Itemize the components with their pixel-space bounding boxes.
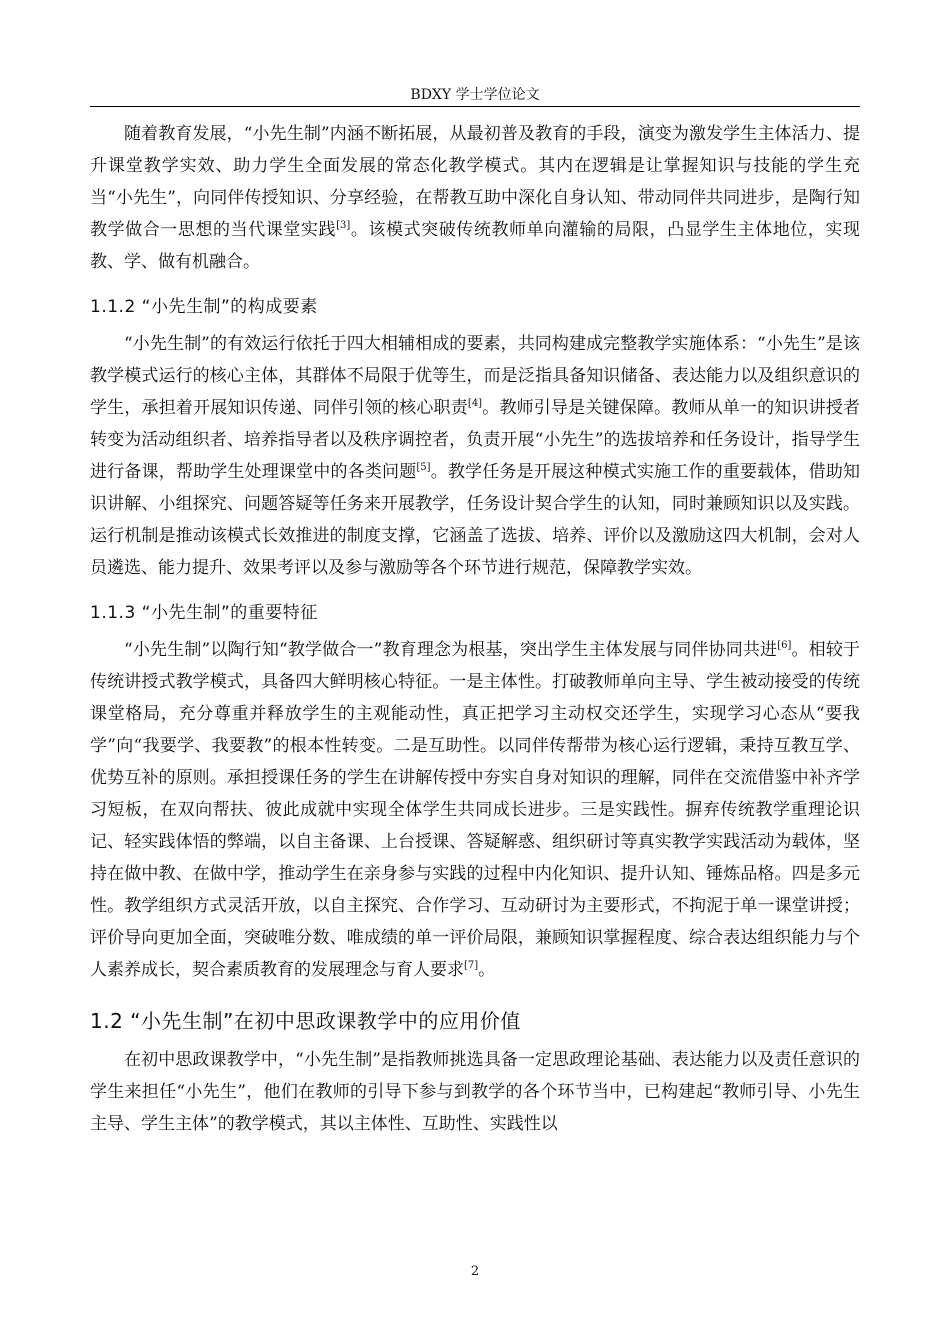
paragraph-text: 。该模式突破传统教师单向灌输的局限，凸显学生主体地位，实现教、学、做有机融合。 (90, 220, 861, 272)
paragraph-text: “小先生制”的有效运行依托于四大相辅相成的要素，共同构建成完整教学实施体系：“小先生”是该教学模式运行的核心主体，其群体不局限于优等生，而是泛指具备知识储备、表达能力以及组织意识的学生，承担着开展知识传递、同伴引领的核心职责 (90, 334, 860, 418)
paragraph-text: 随着教育发展，“小先生制”内涵不断拓展，从最初普及教育的手段，演变为激发学生主体活力、提升课堂教学实效、助力学生全面发展的常态化教学模式。其内在逻辑是让掌握知识与技能的学生充当“小先生”，向同伴传授知识、分享经验，在帮教互助中深化自身认知、带动同伴共同进步，是陶行知教学做合一思想的当代课堂实践 (90, 124, 860, 240)
section-heading-1-1-2: 1.1.2 “小先生制”的构成要素 (90, 297, 318, 317)
paragraph-text: 。相较于传统讲授式教学模式，具备四大鲜明核心特征。一是主体性。打破教师单向主导、学生被动接受的传统课堂格局，充分尊重并释放学生的主观能动性，真正把学习主动权交还学生，实现学习心态从“要我学”向“我要学、我要教”的根本性转变。二是互助性。以同伴传帮带为核心运行逻辑，秉持互教互学、优势互补的原则。承担授课任务的学生在讲解传授中夯实自身对知识的理解，同伴在交流借鉴中补齐学习短板，在双向帮扶、彼此成就中实现全体学生共同成长进步。三是实践性。摒弃传统教学重理论识记、轻实践体悟的弊端，以自主备课、上台授课、答疑解惑、组织研讨等真实教学实践活动为载体，坚持在做中教、在做中学，推动学生在亲身参与实践的过程中内化知识、提升认知、锤炼品格。四是多元性。教学组织方式灵活开放，以自主探究、合作学习、互动研讨为主要形式，不拘泥于单一课堂讲授；评价导向更加全面，突破唯分数、唯成绩的单一评价局限，兼顾知识掌握程度、综合表达组织能力与个人素养成长，契合素质教育的发展理念与育人要求 (90, 640, 861, 980)
section-heading-1-2: 1.2 “小先生制”在初中思政课教学中的应用价值 (90, 1009, 521, 1033)
paragraph (90, 1044, 860, 1140)
paragraph-text: 。 (478, 960, 496, 980)
paragraph (90, 328, 860, 584)
section-heading-1-1-3: 1.1.3 “小先生制”的重要特征 (90, 603, 318, 623)
page-body (90, 118, 860, 1140)
running-header: BDXY 学士学位论文 (410, 87, 540, 103)
citation-ref: [5] (416, 462, 431, 473)
paragraph (90, 634, 860, 986)
citation-ref: [4] (467, 398, 483, 409)
citation-ref: [3] (336, 220, 351, 231)
paragraph (90, 118, 860, 278)
paragraph-text: 在初中思政课教学中，“小先生制”是指教师挑选具备一定思政理论基础、表达能力以及责任意识的学生来担任“小先生”，他们在教师的引导下参与到教学的各个环节当中，已构建起“教师引导、小先生主导、学生主体”的教学模式，其以主体性、互助性、实践性以 (90, 1050, 860, 1134)
paragraph-text: “小先生制”以陶行知“教学做合一”教育理念为根基，突出学生主体发展与同伴协同共进 (124, 640, 778, 660)
paragraph-text: 。教师引导是关键保障。教师从单一的知识讲授者转变为活动组织者、培养指导者以及秩序调控者，负责开展“小先生”的选拔培养和任务设计，指导学生进行备课，帮助学生处理课堂中的各类问题 (90, 398, 861, 482)
citation-ref: [7] (464, 960, 479, 971)
header-rule (90, 106, 860, 107)
citation-ref: [6] (777, 640, 792, 651)
page-number: 2 (470, 1264, 480, 1279)
paragraph-text: 。教学任务是开展这种模式实施工作的重要载体，借助知识讲解、小组探究、问题答疑等任务来开展教学，任务设计契合学生的认知，同时兼顾知识以及实践。运行机制是推动该模式长效推进的制度支撑，它涵盖了选拔、培养、评价以及激励这四大机制，会对人员遴选、能力提升、效果考评以及参与激励等各个环节进行规范，保障教学实效。 (90, 462, 861, 578)
